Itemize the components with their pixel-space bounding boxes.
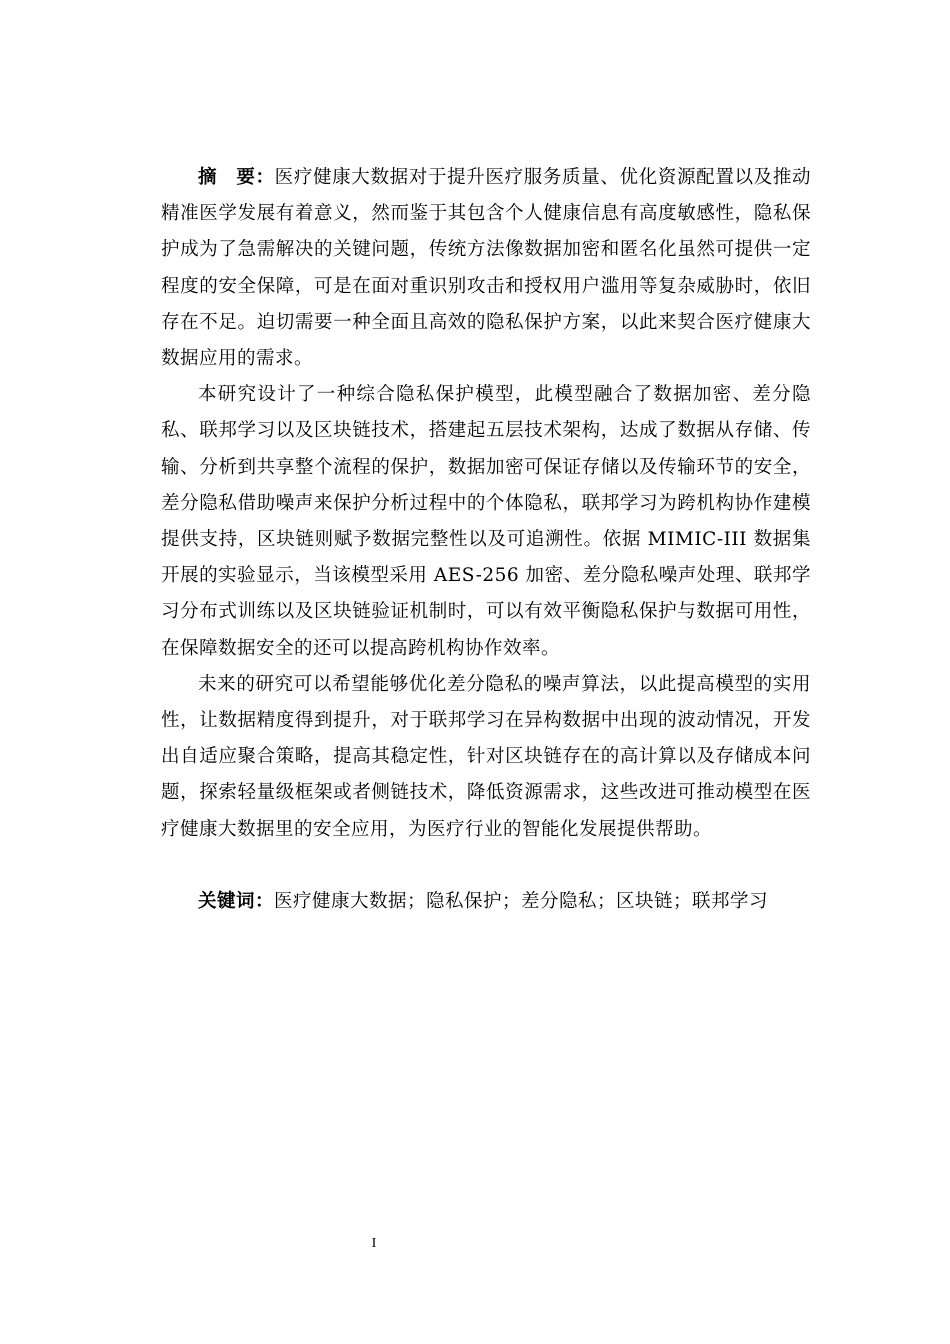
abstract-section — [161, 160, 811, 920]
abstract-paragraph-3: 未来的研究可以希望能够优化差分隐私的噪声算法，以此提高模型的实用性，让数据精度得到提升，对于联邦学习在异构数据中出现的波动情况，开发出自适应聚合策略，提高其稳定性，针对区块链存在的高计算以及存储成本问题，探索轻量级框架或者侧链技术，降低资源需求，这些改进可推动模型在医疗健康大数据里的安全应用，为医疗行业的智能化发展提供帮助。 — [161, 673, 811, 840]
abstract-paragraph-2: 本研究设计了一种综合隐私保护模型，此模型融合了数据加密、差分隐私、联邦学习以及区块链技术，搭建起五层技术架构，达成了数据从存储、传输、分析到共享整个流程的保护，数据加密可保证存储以及传输环节的安全，差分隐私借助噪声来保护分析过程中的个体隐私，联邦学习为跨机构协作建模提供支持，区块链则赋予数据完整性以及可追溯性。依据 MIMIC-III 数据集开展的实验显示，当该模型采用 AES-256 加密、差分隐私噪声处理、联邦学习分布式训练以及区块链验证机制时，可以有效平衡隐私保护与数据可用性，在保障数据安全的还可以提高跨机构协作效率。 — [161, 384, 811, 659]
abstract-label: 摘 要： — [198, 167, 275, 188]
abstract-paragraph-1 — [161, 160, 811, 377]
keywords-label: 关键词： — [198, 890, 275, 912]
page-number: I — [371, 1236, 377, 1251]
abstract-paragraph-1-text: 医疗健康大数据对于提升医疗服务质量、优化资源配置以及推动精准医学发展有着意义，然而鉴于其包含个人健康信息有高度敏感性，隐私保护成为了急需解决的关键问题，传统方法像数据加密和匿名化虽然可提供一定程度的安全保障，可是在面对重识别攻击和授权用户滥用等复杂威胁时，依旧存在不足。迫切需要一种全面且高效的隐私保护方案，以此来契合医疗健康大数据应用的需求。 — [161, 167, 811, 370]
keywords-line — [161, 884, 811, 920]
keywords-text: 医疗健康大数据；隐私保护；差分隐私；区块链；联邦学习 — [274, 890, 769, 912]
